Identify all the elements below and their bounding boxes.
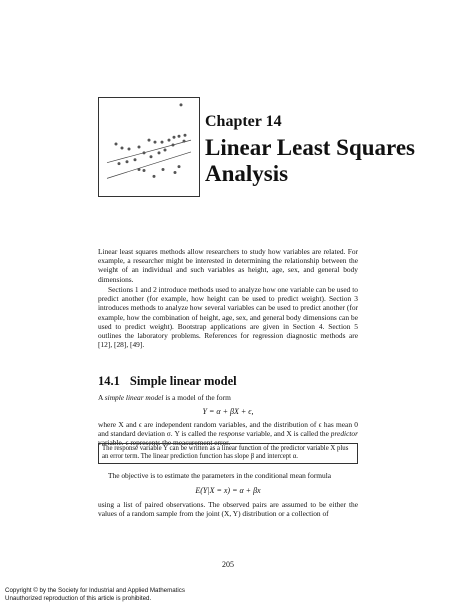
chapter-figure	[98, 97, 200, 197]
scatter-point	[172, 144, 175, 147]
scatter-point	[126, 160, 129, 163]
conditional-mean-equation: E(Y|X = x) = α + βx	[195, 486, 261, 495]
scatter-point	[115, 143, 118, 146]
model-equation: Y = α + βX + ϵ,	[202, 407, 254, 416]
scatter-point	[153, 175, 156, 178]
chapter-title-line1: Linear Least Squares	[205, 135, 416, 160]
scatter-point	[143, 169, 146, 172]
chapter-title-line2: Analysis	[205, 161, 289, 186]
copyright-notice	[5, 587, 185, 602]
term-simple-linear-model: simple linear model	[104, 393, 164, 402]
scatter-point	[158, 151, 161, 154]
scatter-point	[128, 147, 131, 150]
objective-continuation: using a list of paired observations. The observed pairs are assumed to be either the values of a random sample from the joint (X, Y) distribution or a collection of	[98, 500, 358, 519]
scatter-point	[180, 103, 183, 106]
scatter-point	[121, 146, 124, 149]
scatter-point	[138, 146, 141, 149]
intro-paragraph-2: Sections 1 and 2 introduce methods used to analyze how one variable can be used to predict another (for example, how height can be used to predict weight). Section 3 introduces methods to analyze how several variables can be used to predict another (for example, how the combination of height, age, sex, and general body dimensions can be used to predict weight). Bootstrap applications are given in Section 4. Section 5 outlines the laboratory problems. References for regression diagnostic methods are [12], [28], [49].	[98, 285, 358, 350]
scatter-point	[138, 168, 141, 171]
scatter-plot-with-fit-lines-icon	[99, 98, 199, 196]
page-number: 205	[222, 560, 234, 569]
scatter-point	[168, 139, 171, 142]
term-response: response	[218, 429, 245, 439]
scatter-point	[164, 148, 167, 151]
fit-line	[107, 152, 191, 178]
objective-text: The objective is to estimate the parameters in the conditional mean formula	[108, 471, 332, 480]
term-predictor: predictor	[330, 429, 358, 439]
section-number: 14.1	[98, 374, 120, 388]
scatter-point	[178, 135, 181, 138]
intro-paragraph-1: Linear least squares methods allow researchers to study how variables are related. For example, a researcher might be interested in determining the relationship between the weight of an individual and such variables as height, age, sex, and general body dimensions.	[98, 247, 358, 284]
copyright-line-1: Copyright © by the Society for Industrial and Applied Mathematics	[5, 587, 185, 594]
chapter-label: Chapter 14	[205, 113, 282, 130]
section-heading	[98, 374, 237, 389]
scatter-point	[134, 158, 137, 161]
scatter-point	[173, 136, 176, 139]
chapter-title	[205, 135, 415, 187]
scatter-point	[148, 139, 151, 142]
scatter-point	[143, 151, 146, 154]
scatter-point	[161, 141, 164, 144]
scatter-point	[184, 134, 187, 137]
scatter-point	[162, 168, 165, 171]
scatter-point	[183, 140, 186, 143]
scatter-point	[154, 141, 157, 144]
fit-line	[107, 140, 191, 163]
copyright-line-2: Unauthorized reproduction of this article is prohibited.	[5, 594, 152, 602]
model-description: where X and ϵ are independent random variables, and the distribution of ϵ has mean 0 and standard deviation σ. Y is called the response variable, and X is called the predictor variable. ϵ represents the measurement error.	[98, 420, 358, 448]
scatter-point	[118, 162, 121, 165]
model-sentence: A simple linear model is a model of the form	[98, 393, 231, 402]
scatter-point	[150, 155, 153, 158]
boxed-note: The response variable Y can be written as a linear function of the predictor variable X plus an error term. The linear prediction function has slope β and intercept α.	[98, 443, 358, 464]
scatter-point	[174, 171, 177, 174]
section-title: Simple linear model	[129, 374, 237, 388]
scatter-point	[178, 165, 181, 168]
